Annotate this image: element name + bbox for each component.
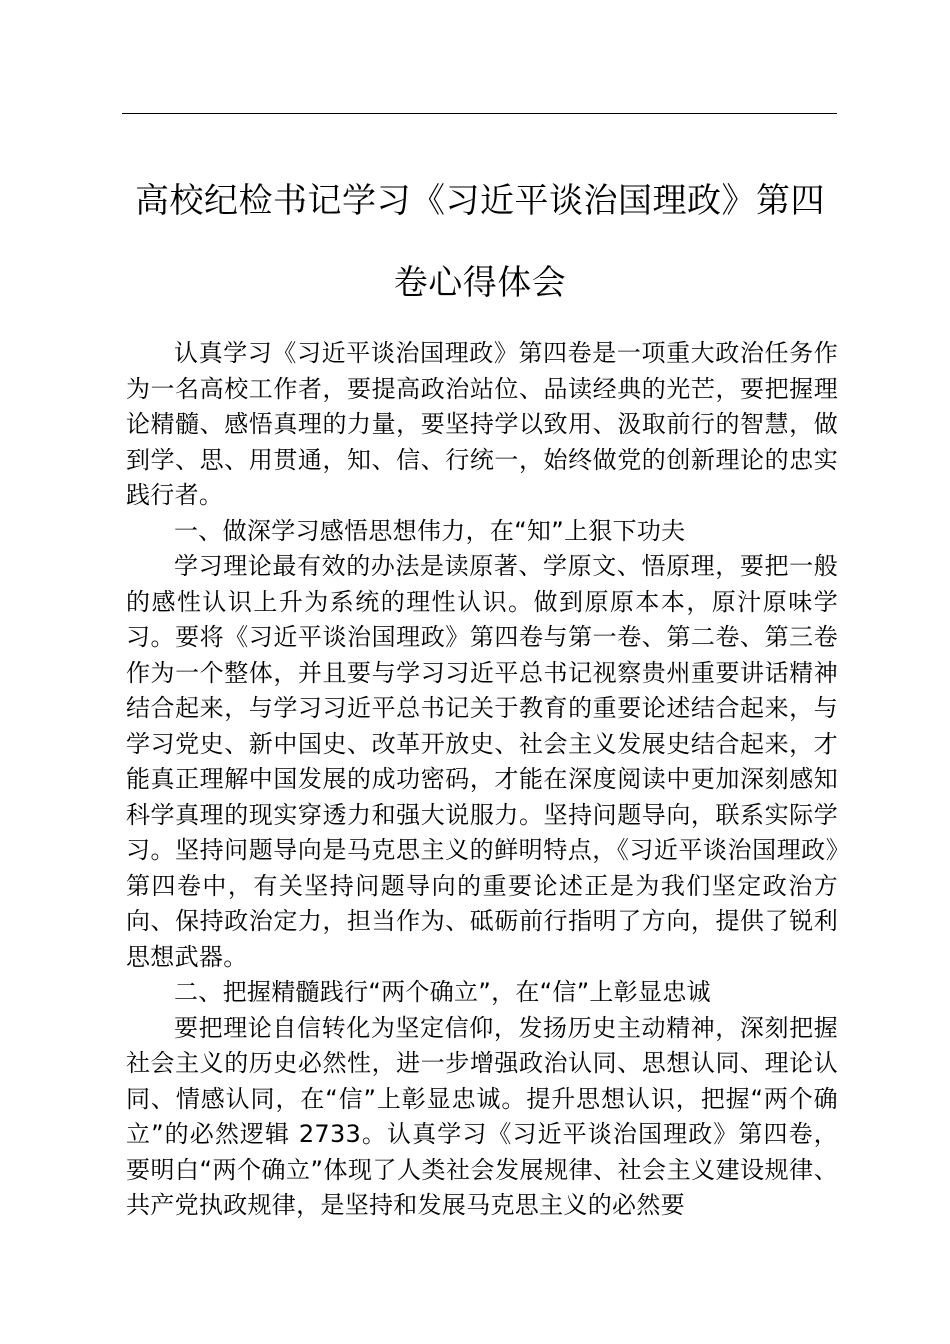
section-heading-1: 一、做深学习感悟思想伟力，在“知”上狠下功夫 bbox=[174, 516, 686, 545]
document-body bbox=[126, 336, 838, 1224]
section-heading-2: 二、把握精髓践行“两个确立”，在“信”上彰显忠诚 bbox=[174, 978, 711, 1006]
title-line-2: 卷心得体会 bbox=[393, 263, 567, 303]
intro-paragraph: 认真学习《习近平谈治国理政》第四卷是一项重大政治任务作为一名高校工作者，要提高政治站位、品读经典的光芒，要把握理论精髓、感悟真理的力量，要坚持学以致用、汲取前行的智慧，做到学、思、用贯通，知、信、行统一，始终做党的创新理论的忠实践行者。 bbox=[126, 339, 838, 509]
header-rule bbox=[122, 113, 837, 114]
document-title bbox=[120, 160, 840, 324]
section-1-paragraph: 学习理论最有效的办法是读原著、学原文、悟原理，要把一般的感性认识上升为系统的理性认识。做到原原本本，原汁原味学习。要将《习近平谈治国理政》第四卷与第一卷、第二卷、第三卷作为一个整体，并且要与学习习近平总书记视察贵州重要讲话精神结合起来，与学习习近平总书记关于教育的重要论述结合起来，与学习党史、新中国史、改革开放史、社会主义发展史结合起来，才能真正理解中国发展的成功密码，才能在深度阅读中更加深刻感知科学真理的现实穿透力和强大说服力。坚持问题导向，联系实际学习。坚持问题导向是马克思主义的鲜明特点，《习近平谈治国理政》第四卷中，有关坚持问题导向的重要论述正是为我们坚定政治方向、保持政治定力，担当作为、砥砺前行指明了方向，提供了锐利思想武器。 bbox=[126, 552, 838, 971]
section-2-paragraph: 要把理论自信转化为坚定信仰，发扬历史主动精神，深刻把握社会主义的历史必然性，进一步增强政治认同、思想认同、理论认同、情感认同，在“信”上彰显忠诚。提升思想认识，把握“两个确立”的必然逻辑 2733。认真学习《习近平谈治国理政》第四卷，要明白“两个确立”体现了人类社会发展规律、社会主义建设规律、共产党执政规律，是坚持和发展马克思主义的必然要 bbox=[126, 1013, 838, 1219]
title-line-1: 高校纪检书记学习《习近平谈治国理政》第四 bbox=[135, 181, 825, 221]
